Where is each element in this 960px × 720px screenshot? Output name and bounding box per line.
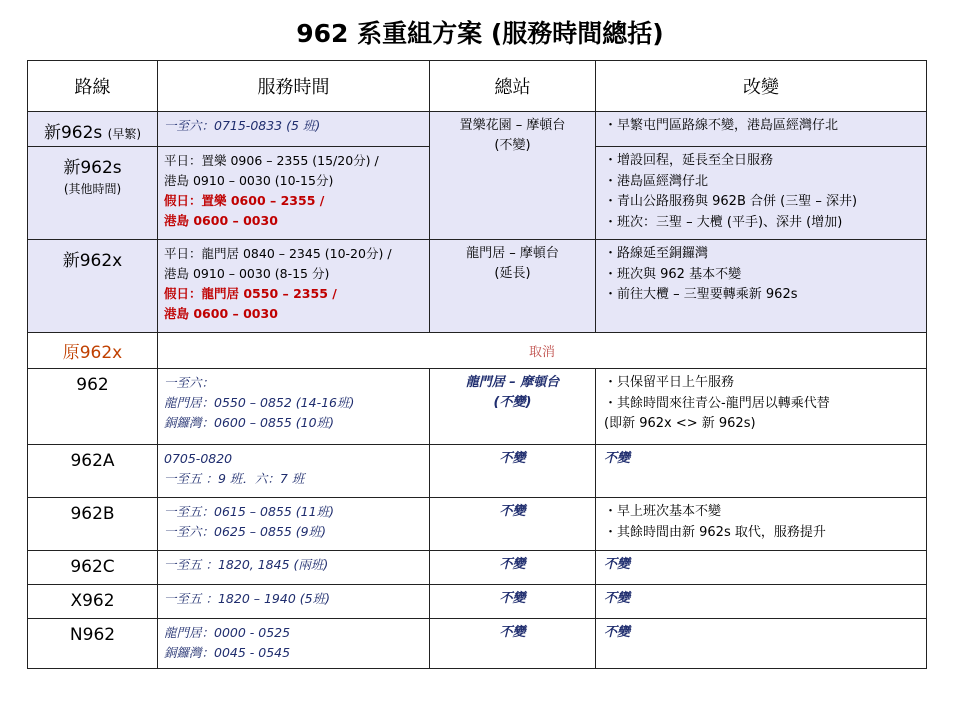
- header-row: [28, 61, 927, 112]
- terminus-cell: [430, 240, 596, 333]
- route-cell: [28, 240, 158, 333]
- route-cell: [28, 369, 158, 445]
- cancel-text: 取消: [528, 345, 555, 360]
- terminus-line: 不變: [499, 451, 526, 466]
- table-row: [28, 445, 927, 498]
- hours-line: 一至五：0615 – 0855 (11班): [164, 504, 334, 519]
- changes-line: (即新 962x <> 新 962s): [604, 416, 756, 431]
- changes-cell: [596, 551, 927, 585]
- route-name: 原962x: [62, 343, 123, 363]
- hours-line: 銅鑼灣：0600 – 0855 (10班): [164, 415, 334, 430]
- route-name: N962: [69, 625, 116, 645]
- cancel-cell: [158, 333, 927, 369]
- changes-line: 不變: [604, 451, 631, 466]
- hours-line: 銅鑼灣：0045 - 0545: [164, 645, 291, 660]
- changes-line: ・其餘時間來往青公-龍門居以轉乘代替: [604, 395, 830, 411]
- route-cell: [28, 333, 158, 369]
- route-cell: [28, 445, 158, 498]
- route-name: 新962x: [62, 251, 123, 271]
- terminus-cell: [430, 585, 596, 619]
- hours-cell: [158, 112, 430, 147]
- changes-line: ・只保留平日上午服務: [604, 375, 735, 390]
- table-row: [28, 498, 927, 551]
- route-name: 962C: [70, 557, 115, 577]
- changes-cell: [596, 240, 927, 333]
- terminus-line: 龍門居 – 摩頓台: [465, 375, 560, 390]
- changes-line: 不變: [604, 557, 631, 572]
- hours-line: 龍門居：0000 - 0525: [164, 625, 291, 640]
- terminus-line: 不變: [499, 625, 526, 640]
- route-cell: [28, 112, 158, 147]
- changes-cell: [596, 498, 927, 551]
- terminus-line: (不變): [493, 395, 532, 410]
- changes-cell: [596, 585, 927, 619]
- hours-line: 一至五 ：9 班．六：7 班: [164, 471, 305, 486]
- route-note: (早繁): [107, 127, 142, 141]
- route-cell: [28, 498, 158, 551]
- changes-line: 不變: [604, 591, 631, 606]
- header-terminus: 總站: [430, 61, 596, 112]
- table-row: [28, 585, 927, 619]
- changes-line: ・班次與 962 基本不變: [604, 266, 742, 282]
- route-name: 962: [76, 375, 109, 395]
- terminus-cell: [430, 112, 596, 240]
- hours-line: 一至五 ：1820, 1845 (兩班): [164, 557, 329, 572]
- hours-line: 一至六：0625 – 0855 (9班): [164, 524, 326, 539]
- header-route: 路線: [28, 61, 158, 112]
- route-name: 新962s: [63, 158, 122, 178]
- hours-line: 平日：龍門居 0840 – 2345 (10-20分) /: [164, 246, 392, 261]
- holiday-hours-line: 港島 0600 – 0030: [164, 213, 278, 228]
- changes-cell: [596, 445, 927, 498]
- hours-line: 一至五 ：1820 – 1940 (5班): [164, 591, 330, 606]
- changes-line: ・前往大欖 – 三聖要轉乘新 962s: [604, 287, 798, 302]
- changes-line: ・青山公路服務與 962B 合併 (三聖 – 深井): [604, 194, 858, 209]
- changes-line: 不變: [604, 625, 631, 640]
- hours-cell: [158, 619, 430, 669]
- table-row: [28, 369, 927, 445]
- terminus-line: 不變: [499, 504, 526, 519]
- route-name: 新962s: [43, 123, 103, 143]
- terminus-cell: [430, 498, 596, 551]
- holiday-hours-line: 港島 0600 – 0030: [164, 306, 278, 321]
- page-title: 962 系重組方案 (服務時間總括): [296, 19, 664, 48]
- schedule-table: [27, 60, 927, 669]
- hours-cell: [158, 147, 430, 240]
- table-row: [28, 112, 927, 147]
- terminus-cell: [430, 369, 596, 445]
- route-name: 962B: [70, 504, 115, 524]
- hours-cell: [158, 498, 430, 551]
- changes-cell: [596, 147, 927, 240]
- hours-cell: [158, 240, 430, 333]
- terminus-cell: [430, 445, 596, 498]
- table-row: [28, 333, 927, 369]
- terminus-line: 置樂花園 – 摩頓台: [459, 118, 566, 133]
- hours-line: 龍門居：0550 – 0852 (14-16班): [164, 395, 355, 410]
- changes-line: ・增設回程，延長至全日服務: [604, 153, 774, 168]
- table-row: [28, 551, 927, 585]
- holiday-hours-line: 假日：置樂 0600 – 2355 /: [164, 193, 325, 208]
- terminus-cell: [430, 619, 596, 669]
- route-note: (其他時間): [63, 182, 122, 196]
- terminus-line: (不變): [494, 138, 531, 153]
- route-name: 962A: [70, 451, 115, 471]
- changes-cell: [596, 619, 927, 669]
- hours-line: 一至六：: [164, 375, 215, 390]
- hours-cell: [158, 585, 430, 619]
- terminus-line: (延長): [494, 266, 531, 281]
- hours-line: 0705-0820: [164, 451, 233, 466]
- route-cell: [28, 619, 158, 669]
- changes-line: ・港島區經灣仔北: [604, 173, 709, 189]
- terminus-line: 龍門居 – 摩頓台: [466, 246, 559, 261]
- holiday-hours-line: 假日：龍門居 0550 – 2355 /: [164, 286, 337, 301]
- hours-cell: [158, 551, 430, 585]
- changes-line: ・班次：三聖 – 大欖 (平手)、深井 (增加): [604, 214, 843, 230]
- hours-line: 港島 0910 – 0030 (8-15 分): [164, 266, 330, 281]
- changes-line: ・其餘時間由新 962s 取代，服務提升: [604, 524, 826, 540]
- changes-line: ・早上班次基本不變: [604, 504, 722, 519]
- hours-line: 平日：置樂 0906 – 2355 (15/20分) /: [164, 153, 379, 168]
- route-cell: [28, 585, 158, 619]
- changes-cell: [596, 112, 927, 147]
- route-name: X962: [70, 591, 115, 611]
- hours-line: 港島 0910 – 0030 (10-15分): [164, 173, 334, 188]
- changes-line: ・路線延至銅鑼灣: [604, 246, 709, 261]
- hours-line: 一至六：0715-0833 (5 班): [164, 118, 321, 133]
- table-row: [28, 619, 927, 669]
- route-cell: [28, 551, 158, 585]
- changes-cell: [596, 369, 927, 445]
- terminus-line: 不變: [499, 557, 526, 572]
- terminus-cell: [430, 551, 596, 585]
- header-hours: 服務時間: [158, 61, 430, 112]
- header-changes: 改變: [596, 61, 927, 112]
- table-row: [28, 240, 927, 333]
- hours-cell: [158, 445, 430, 498]
- hours-cell: [158, 369, 430, 445]
- terminus-line: 不變: [499, 591, 526, 606]
- changes-line: ・早繁屯門區路線不變，港島區經灣仔北: [604, 118, 839, 133]
- route-cell: [28, 147, 158, 240]
